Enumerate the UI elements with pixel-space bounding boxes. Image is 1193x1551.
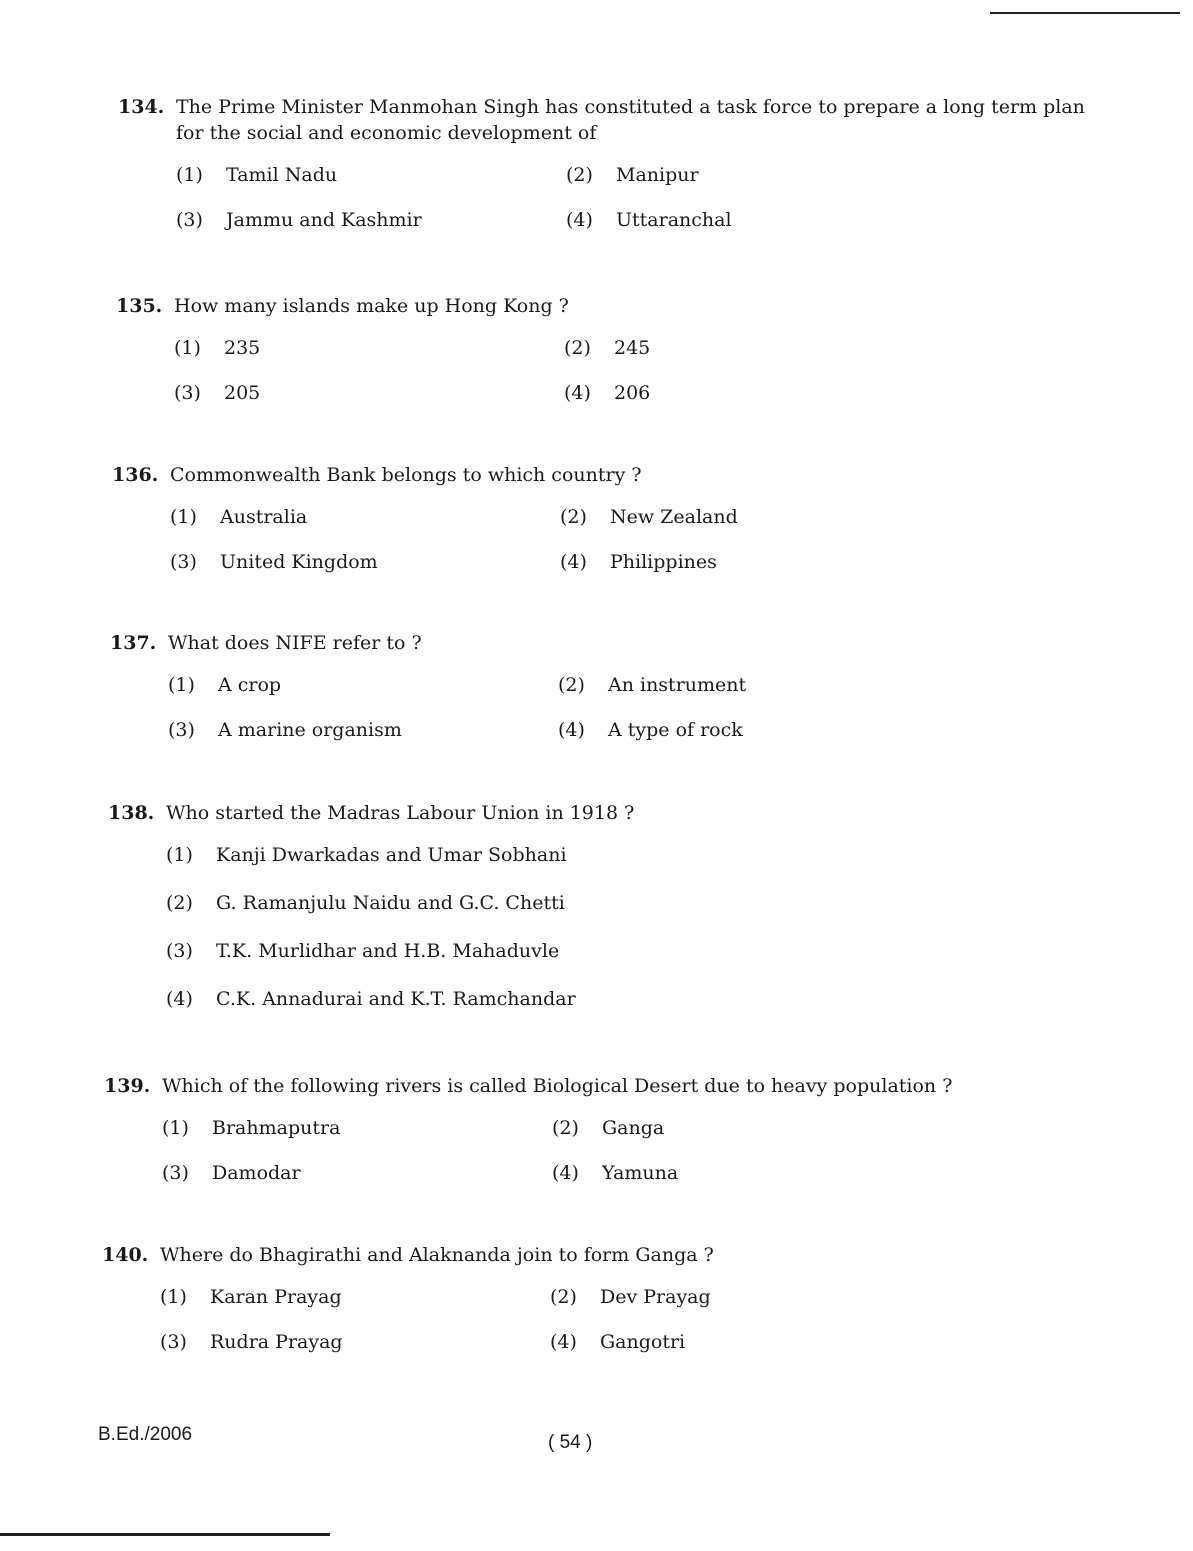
option-3: (3) Damodar: [162, 1162, 301, 1184]
option-3: (3) Jammu and Kashmir: [176, 209, 422, 231]
option-4: (4) Uttaranchal: [566, 209, 732, 231]
option-1: (1) Tamil Nadu: [176, 164, 338, 186]
question-number: 138.: [108, 802, 155, 824]
option-2: (2) 245: [564, 337, 651, 359]
option-3: (3) T.K. Murlidhar and H.B. Mahaduvle: [166, 940, 560, 962]
question-number: 140.: [102, 1244, 149, 1266]
option-4: (4) Yamuna: [552, 1162, 679, 1184]
options: [168, 672, 1110, 743]
page-number: ( 54 ): [548, 1432, 593, 1453]
question-number: 137.: [110, 632, 157, 654]
question-text: Commonwealth Bank belongs to which country ?: [170, 464, 642, 486]
option-3: (3) 205: [174, 382, 261, 404]
exam-code: B.Ed./2006: [98, 1424, 193, 1445]
options: [170, 504, 1112, 575]
option-3: (3) United Kingdom: [170, 551, 378, 573]
options: [166, 842, 1108, 1012]
option-2: (2) G. Ramanjulu Naidu and G.C. Chetti: [166, 892, 565, 914]
question-135: [116, 293, 1116, 406]
option-2: (2) Manipur: [566, 164, 699, 186]
option-4: (4) Gangotri: [550, 1331, 686, 1353]
options: [176, 162, 1118, 233]
options: [162, 1115, 1104, 1186]
option-2: (2) New Zealand: [560, 506, 738, 528]
option-3: (3) A marine organism: [168, 719, 402, 741]
question-number: 134.: [118, 96, 165, 118]
option-1: (1) Australia: [170, 506, 308, 528]
question-text: Who started the Madras Labour Union in 1918 ?: [166, 802, 635, 824]
question-text: What does NIFE refer to ?: [168, 632, 422, 654]
question-text: Which of the following rivers is called Biological Desert due to heavy population ?: [162, 1075, 953, 1097]
top-rule: [990, 12, 1180, 14]
option-2: (2) Ganga: [552, 1117, 665, 1139]
option-1: (1) Karan Prayag: [160, 1286, 342, 1308]
question-137: [110, 630, 1110, 743]
question-text: The Prime Minister Manmohan Singh has constituted a task force to prepare a long term plan for the social and economic development of: [176, 96, 1085, 144]
question-140: [102, 1242, 1102, 1355]
question-number: 136.: [112, 464, 159, 486]
question-134: [118, 94, 1118, 233]
question-text: Where do Bhagirathi and Alaknanda join to form Ganga ?: [160, 1244, 714, 1266]
question-136: [112, 462, 1112, 575]
option-1: (1) Kanji Dwarkadas and Umar Sobhani: [166, 844, 567, 866]
question-138: [108, 800, 1108, 1034]
options: [160, 1284, 1102, 1355]
option-1: (1) 235: [174, 337, 261, 359]
option-2: (2) An instrument: [558, 674, 747, 696]
question-number: 135.: [116, 295, 163, 317]
option-4: (4) C.K. Annadurai and K.T. Ramchandar: [166, 988, 576, 1010]
option-3: (3) Rudra Prayag: [160, 1331, 343, 1353]
question-number: 139.: [104, 1075, 151, 1097]
option-4: (4) 206: [564, 382, 651, 404]
bottom-rule: [0, 1533, 330, 1536]
option-1: (1) Brahmaputra: [162, 1117, 341, 1139]
option-4: (4) Philippines: [560, 551, 717, 573]
question-139: [104, 1073, 1104, 1186]
question-text: How many islands make up Hong Kong ?: [174, 295, 569, 317]
option-4: (4) A type of rock: [558, 719, 743, 741]
option-2: (2) Dev Prayag: [550, 1286, 711, 1308]
option-1: (1) A crop: [168, 674, 282, 696]
options: [174, 335, 1116, 406]
